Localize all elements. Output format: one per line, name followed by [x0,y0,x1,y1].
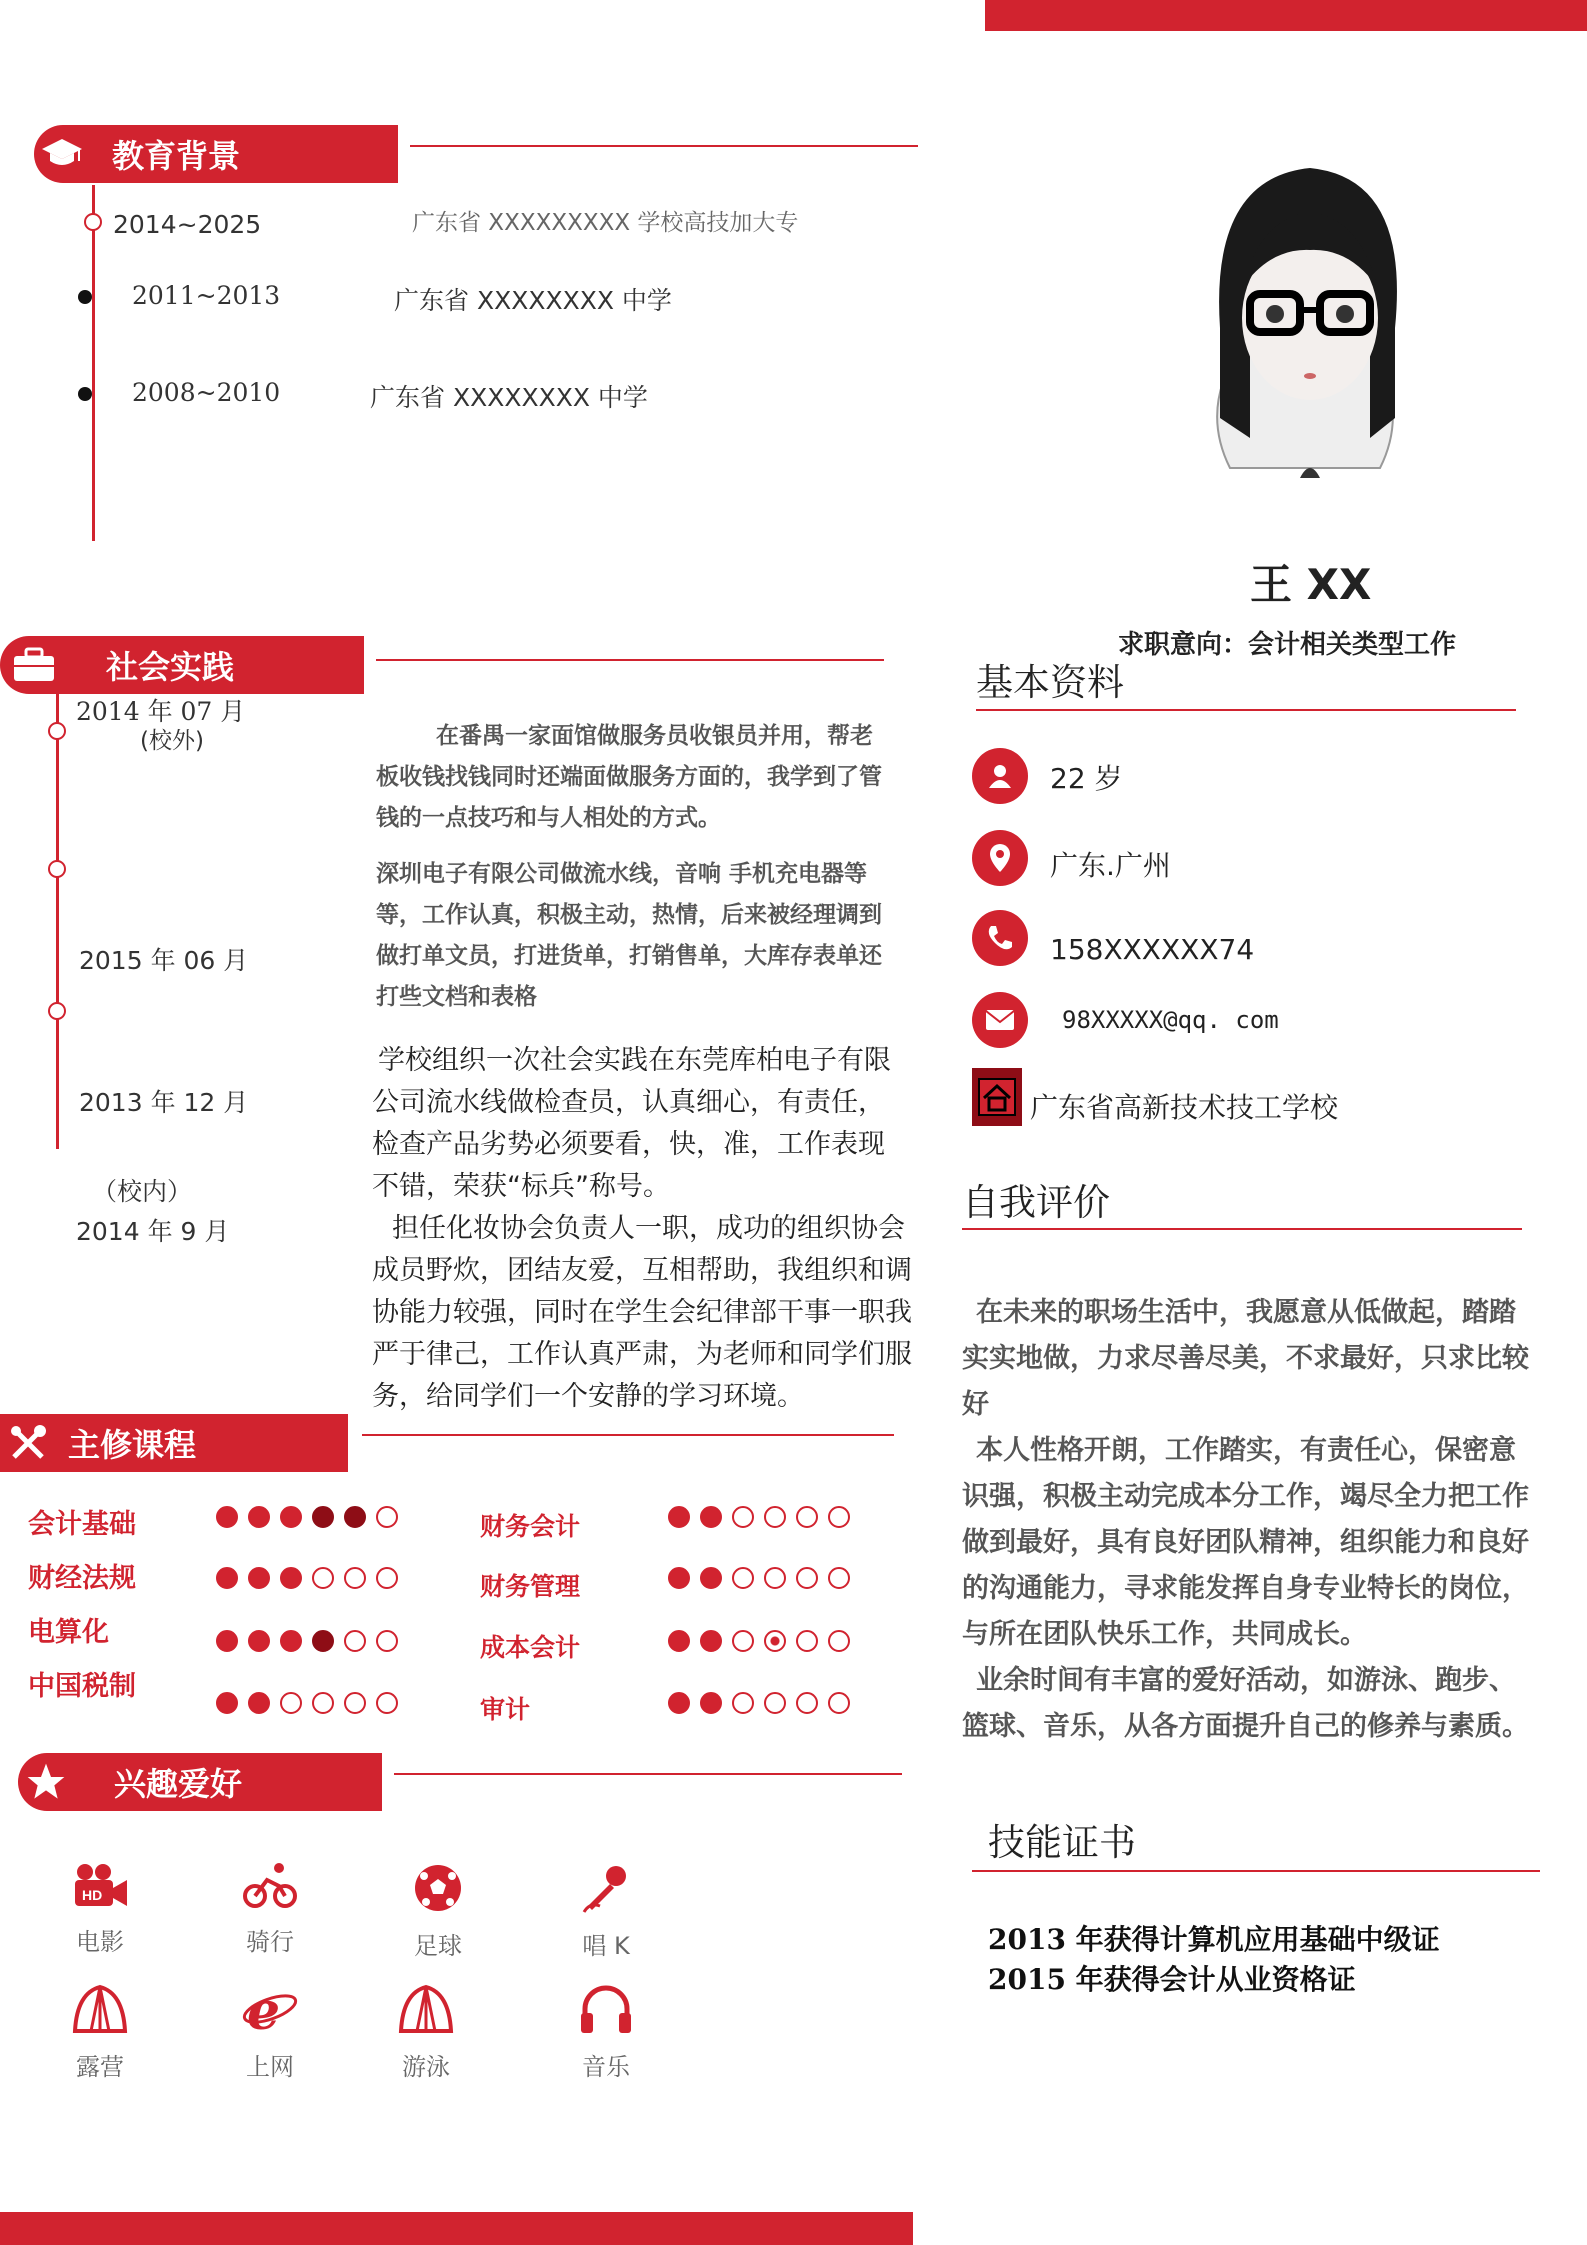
timeline-node [48,722,66,740]
rating-dot [344,1567,366,1589]
rating-dot [796,1567,818,1589]
hobby-music [546,1983,666,2082]
rating-dot [796,1692,818,1714]
rating-dot [700,1630,722,1652]
rating-dot [280,1567,302,1589]
practice-header [0,636,364,694]
rating-dot [764,1506,786,1528]
hobby-label: 电影 [76,1928,124,1956]
hobby-label: 游泳 [402,2053,450,2081]
self-evaluation-title: 自我评价 [962,1181,1110,1224]
profile-phone: 158XXXXXX74 [1050,933,1255,966]
rating-dot [732,1567,754,1589]
courses-title: 主修课程 [68,1426,197,1464]
job-intent: 求职意向：会计相关类型工作 [1118,630,1457,660]
rating-dot [216,1567,238,1589]
skill-rating [216,1692,398,1714]
hobby-camping [40,1983,160,2082]
practice-desc-4: 担任化妆协会负责人一职，成功的组织协会成员野炊，团结友爱，互相帮助，我组织和调协能力较强，同时在学生会纪律部干事一职我严于律己，工作认真严肃，为老师和同学们服务，给同学们一个安静的学习环境。 [372,1213,912,1412]
rating-dot [376,1630,398,1652]
practice-tag-1: (校外) [140,728,204,754]
practice-divider [376,659,884,661]
skill-rating [668,1692,850,1714]
rating-dot [312,1567,334,1589]
courses-header [0,1414,348,1472]
certificates-title: 技能证书 [988,1821,1136,1864]
edu-school-1: 广东省 XXXXXXXXX 学校高技加大专 [412,210,799,236]
movie-camera-icon [71,1862,129,1910]
rating-dot [828,1630,850,1652]
hobbies-title: 兴趣爱好 [114,1765,243,1803]
profile-name-text: 王 XX [1250,560,1372,609]
rating-dot [248,1630,270,1652]
profile-email: 98XXXXX@qq. com [1062,1006,1279,1034]
rating-dot [732,1630,754,1652]
profile-school: 广东省高新技术技工学校 [1030,1091,1339,1124]
profile-location: 广东.广州 [1050,849,1171,882]
certificate-1: 2013 年获得计算机应用基础中级证 [988,1923,1440,1956]
rating-dot [796,1630,818,1652]
microphone-icon [580,1862,632,1914]
skill-rating [668,1630,850,1652]
certificates-divider [972,1870,1540,1872]
hobby-karaoke [546,1862,666,1961]
rating-dot [700,1692,722,1714]
rating-dot [216,1630,238,1652]
courses-divider [362,1434,894,1436]
rating-dot [796,1506,818,1528]
svg-text:e: e [247,1983,281,2035]
rating-dot [376,1567,398,1589]
course-name: 会计基础 [28,1509,136,1540]
timeline-bullet [78,290,92,304]
rating-dot [248,1692,270,1714]
hobby-label: 音乐 [582,2053,630,2081]
skill-rating [216,1630,398,1652]
course-name: 成本会计 [480,1633,581,1662]
svg-text:HD: HD [82,1887,103,1903]
rating-dot [280,1630,302,1652]
hobby-internet [210,1983,330,2082]
rating-dot [280,1506,302,1528]
course-name: 中国税制 [28,1671,136,1702]
person-icon [972,748,1028,804]
certificate-2: 2015 年获得会计从业资格证 [988,1963,1356,1996]
education-divider [410,145,918,147]
football-icon [412,1862,464,1914]
rating-dot [248,1567,270,1589]
avatar-illustration [1160,138,1456,506]
rating-dot [828,1506,850,1528]
evaluation-para-2: 本人性格开朗，工作踏实，有责任心，保密意识强，积极主动完成本分工作，竭尽全力把工作做到最好，具有良好团队精神，组织能力和良好的沟通能力，寻求能发挥自身专业特长的岗位，与所在团队快乐工作，共同成长。 [962,1435,1529,1650]
tent-icon [397,1983,455,2035]
hobby-football [378,1862,498,1961]
home-icon [972,1068,1022,1126]
rating-dot [764,1630,786,1652]
rating-dot [344,1630,366,1652]
profile-name [1250,552,1371,612]
rating-dot [216,1506,238,1528]
rating-dot [668,1506,690,1528]
hobby-cycling [210,1862,330,1957]
bicycle-icon [241,1862,299,1910]
skill-rating [668,1567,850,1589]
practice-desc-2: 深圳电子有限公司做流水线，音响 手机充电器等等，工作认真，积极主动，热情，后来被经理调到做打单文员，打进货单，打销售单，大库存表单还打些文档和表格 [376,861,882,1010]
hobby-label: 唱 K [582,1932,630,1960]
headphones-icon [577,1983,635,2035]
evaluation-para-1: 在未来的职场生活中，我愿意从低做起，踏踏实实地做，力求尽善尽美，不求最好，只求比较好 [962,1297,1529,1420]
practice-date-1: 2014 年 07 月 [76,697,246,726]
edu-school-2: 广东省 XXXXXXXX 中学 [394,286,672,315]
hobby-label: 露营 [76,2053,124,2081]
practice-title: 社会实践 [106,648,235,686]
hobby-swimming [366,1983,486,2082]
bottom-accent-bar [0,2212,913,2245]
education-header [34,125,398,183]
rating-dot [700,1567,722,1589]
location-pin-icon [972,830,1028,886]
practice-date-2: 2015 年 06 月 [79,946,249,975]
graduation-cap-icon [34,137,90,171]
self-evaluation-text [962,1290,1530,1750]
browser-e-icon [241,1983,299,2035]
basic-info-title: 基本资料 [976,661,1124,704]
star-icon [18,1762,74,1802]
rating-dot [764,1567,786,1589]
hobby-movie [40,1862,160,1957]
rating-dot [376,1506,398,1528]
basic-info-divider [976,709,1516,711]
timeline-node [84,213,102,231]
tent-icon [71,1983,129,2035]
evaluation-para-3: 业余时间有丰富的爱好活动，如游泳、跑步、篮球、音乐，从各方面提升自己的修养与素质。 [962,1665,1529,1742]
profile-age: 22 岁 [1050,762,1123,795]
hobby-label: 上网 [246,2053,294,2081]
skill-rating [668,1506,850,1528]
hobbies-divider [394,1773,902,1775]
practice-desc-3: 学校组织一次社会实践在东莞库柏电子有限公司流水线做检查员，认真细心，有责任，检查产品劣势必须要看，快，准，工作表现不错，荣获“标兵”称号。 [372,1045,891,1202]
course-name: 财经法规 [28,1563,136,1594]
edu-period-3: 2008~2010 [132,378,281,407]
rating-dot [312,1506,334,1528]
rating-dot [216,1692,238,1714]
rating-dot [700,1506,722,1528]
edu-period-1: 2014~2025 [113,210,262,239]
rating-dot [668,1630,690,1652]
skill-rating [216,1567,398,1589]
rating-dot [376,1692,398,1714]
rating-dot [344,1692,366,1714]
tools-icon [0,1423,56,1463]
practice-tag-4: （校内） [92,1177,193,1206]
practice-desc-1: 在番禺一家面馆做服务员收银员并用，帮老板收钱找钱同时还端面做服务方面的，我学到了管钱的一点技巧和与人相处的方式。 [376,723,882,831]
practice-timeline [56,694,59,1149]
rating-dot [828,1567,850,1589]
course-name: 审计 [480,1695,531,1724]
rating-dot [668,1567,690,1589]
skill-rating [216,1506,398,1528]
rating-dot [732,1692,754,1714]
rating-dot [828,1692,850,1714]
phone-icon [972,910,1028,966]
timeline-bullet [78,387,92,401]
practice-date-3: 2013 年 12 月 [79,1088,249,1117]
rating-dot [280,1692,302,1714]
edu-period-2: 2011~2013 [132,281,281,310]
hobby-label: 骑行 [246,1928,294,1956]
timeline-node [48,1002,66,1020]
rating-dot [312,1630,334,1652]
course-name: 电算化 [28,1617,109,1648]
rating-dot [732,1506,754,1528]
timeline-node [48,860,66,878]
course-name: 财务管理 [480,1572,581,1601]
top-accent-bar [985,0,1587,31]
education-title: 教育背景 [112,137,241,175]
course-name: 财务会计 [480,1512,581,1541]
rating-dot [344,1506,366,1528]
hobbies-header [18,1753,382,1811]
email-icon [972,992,1028,1048]
rating-dot [312,1692,334,1714]
briefcase-icon [6,647,62,683]
self-evaluation-divider [962,1228,1522,1230]
edu-school-3: 广东省 XXXXXXXX 中学 [370,383,648,412]
education-timeline [92,185,95,541]
practice-date-4: 2014 年 9 月 [76,1217,230,1246]
avatar [1160,138,1456,506]
hobby-label: 足球 [414,1932,462,1960]
rating-dot [248,1506,270,1528]
rating-dot [668,1692,690,1714]
rating-dot [764,1692,786,1714]
